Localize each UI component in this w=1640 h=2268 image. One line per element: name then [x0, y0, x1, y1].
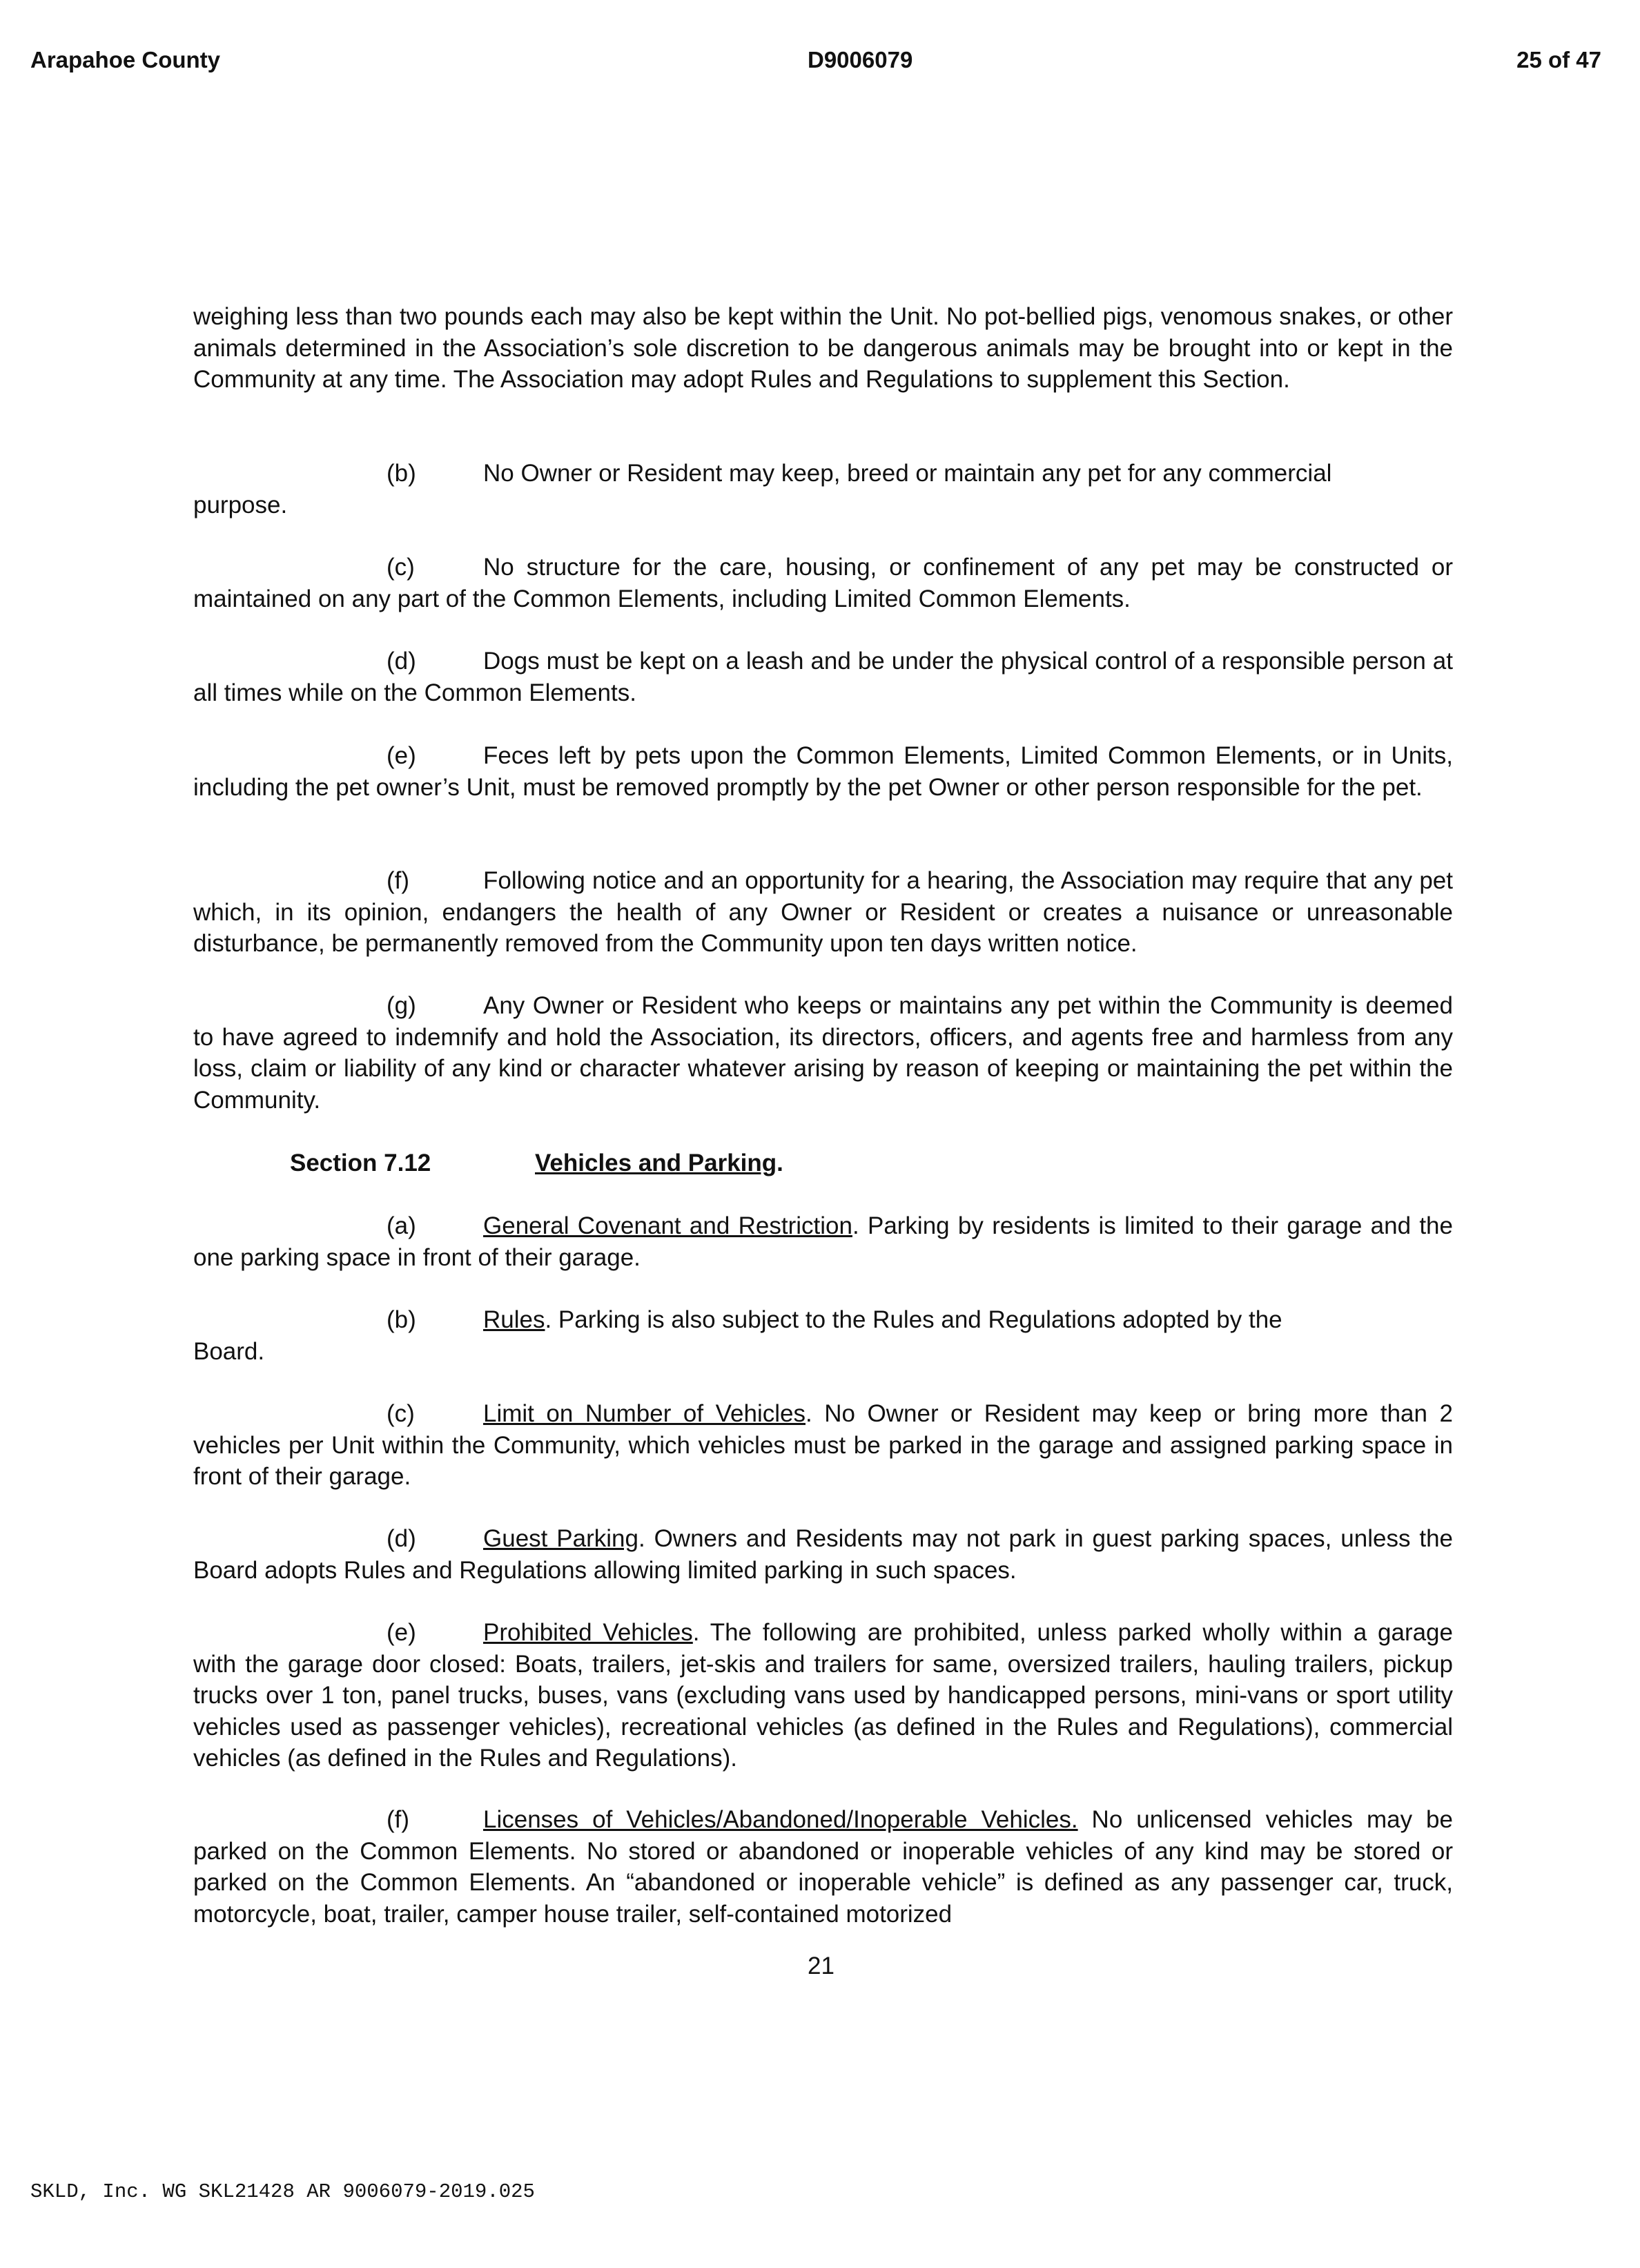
item-title: Licenses of Vehicles/Abandoned/Inoperable Vehicles.	[483, 1806, 1078, 1833]
item-text: No structure for the care, housing, or confinement of any pet may be constructed or maintained on any part of the Common Elements, including Limited Common Elements.	[193, 554, 1453, 612]
item-text: No Owner or Resident may keep, breed or maintain any pet for any commercial	[483, 460, 1332, 487]
item-text: . Parking by residents is limited to their garage and the one parking space in front of their garage.	[193, 1212, 1453, 1271]
item-text: . The following are prohibited, unless parked wholly within a garage with the garage door closed: Boats, trailers, jet-skis and trailers for same, oversized trailers, hauling trailers, pickup trucks over 1 ton, panel trucks, buses, vans (excluding vans used by handicapped persons, mini-vans or sport utility vehicles used as passenger vehicles), recreational vehicles (as defined in the Rules and Regulations), commercial vehicles (as defined in the Rules and Regulations).	[193, 1619, 1453, 1772]
document-id: D9006079	[808, 47, 913, 72]
item-text: . No Owner or Resident may keep or bring more than 2 vehicles per Unit within the Community, which vehicles must be parked in the garage and assigned parking space in front of their garage.	[193, 1400, 1453, 1490]
vehicles-item-f	[193, 1804, 1453, 1930]
item-title: Limit on Number of Vehicles	[483, 1400, 806, 1427]
pets-item-g	[193, 990, 1453, 1116]
vehicles-item-d	[193, 1523, 1453, 1586]
item-text: Following notice and an opportunity for a hearing, the Association may require that any pet which, in its opinion, endangers the health of any Owner or Resident or creates a nuisance or unreasonable disturbance, be permanently removed from the Community upon ten days written notice.	[193, 867, 1453, 957]
pets-item-b	[193, 458, 1453, 521]
vehicles-item-c	[193, 1398, 1453, 1493]
vehicles-item-a	[193, 1210, 1453, 1273]
intro-paragraph: weighing less than two pounds each may also be kept within the Unit. No pot-bellied pigs, venomous snakes, or other animals determined in the Association’s sole discretion to be dangerous animals may be brought into or kept in the Community at any time. The Association may adopt Rules and Regulations to supplement this Section.	[193, 303, 1453, 393]
vehicles-item-e	[193, 1617, 1453, 1774]
section-title-text: Vehicles and Parking	[535, 1150, 777, 1176]
item-label: (b)	[387, 460, 416, 487]
item-label: (d)	[387, 648, 416, 675]
item-text-continued: Board.	[193, 1337, 265, 1365]
item-text-continued: purpose.	[193, 491, 288, 518]
section-title: Vehicles and Parking.	[535, 1150, 783, 1176]
item-title: Guest Parking	[483, 1525, 638, 1552]
item-label: (c)	[387, 1400, 415, 1427]
section-number: Section 7.12	[290, 1150, 431, 1176]
pets-item-e	[193, 740, 1453, 803]
item-text: . Owners and Residents may not park in guest parking spaces, unless the Board adopts Rules and Regulations allowing limited parking in such spaces.	[193, 1525, 1453, 1584]
item-text: No unlicensed vehicles may be parked on the Common Elements. No stored or abandoned or inoperable vehicles of any kind may be stored or parked on the Common Elements. An “abandoned or inoperable vehicle” is defined as any passenger car, truck, motorcycle, boat, trailer, camper house trailer, self-contained motorized	[193, 1806, 1453, 1928]
item-title: General Covenant and Restriction	[483, 1212, 852, 1239]
footer-identifier: SKLD, Inc. WG SKL21428 AR 9006079-2019.025	[30, 2180, 535, 2203]
item-text: Feces left by pets upon the Common Elements, Limited Common Elements, or in Units, including the pet owner’s Unit, must be removed promptly by the pet Owner or other person responsible for the pet.	[193, 742, 1453, 801]
item-label: (b)	[387, 1306, 416, 1333]
pets-item-c	[193, 552, 1453, 614]
page-number: 21	[808, 1952, 834, 1979]
item-text: Dogs must be kept on a leash and be under the physical control of a responsible person at all times while on the Common Elements.	[193, 648, 1453, 706]
item-label: (g)	[387, 992, 416, 1019]
item-title: Prohibited Vehicles	[483, 1619, 693, 1646]
county-name: Arapahoe County	[30, 47, 221, 72]
item-title: Rules	[483, 1306, 545, 1333]
item-label: (d)	[387, 1525, 416, 1552]
vehicles-item-b	[193, 1304, 1453, 1367]
pets-item-f	[193, 865, 1453, 960]
item-label: (a)	[387, 1212, 416, 1239]
item-label: (e)	[387, 1619, 416, 1646]
item-text: . Parking is also subject to the Rules and Regulations adopted by the	[545, 1306, 1282, 1333]
item-text: Any Owner or Resident who keeps or maintains any pet within the Community is deemed to have agreed to indemnify and hold the Association, its directors, officers, and agents free and harmless from any loss, claim or liability of any kind or character whatever arising by reason of keeping or maintaining the pet within the Community.	[193, 992, 1453, 1114]
page-count: 25 of 47	[1516, 47, 1601, 72]
item-label: (f)	[387, 867, 410, 894]
item-label: (e)	[387, 742, 416, 769]
pets-item-d	[193, 646, 1453, 708]
item-label: (c)	[387, 554, 415, 581]
item-label: (f)	[387, 1806, 410, 1833]
